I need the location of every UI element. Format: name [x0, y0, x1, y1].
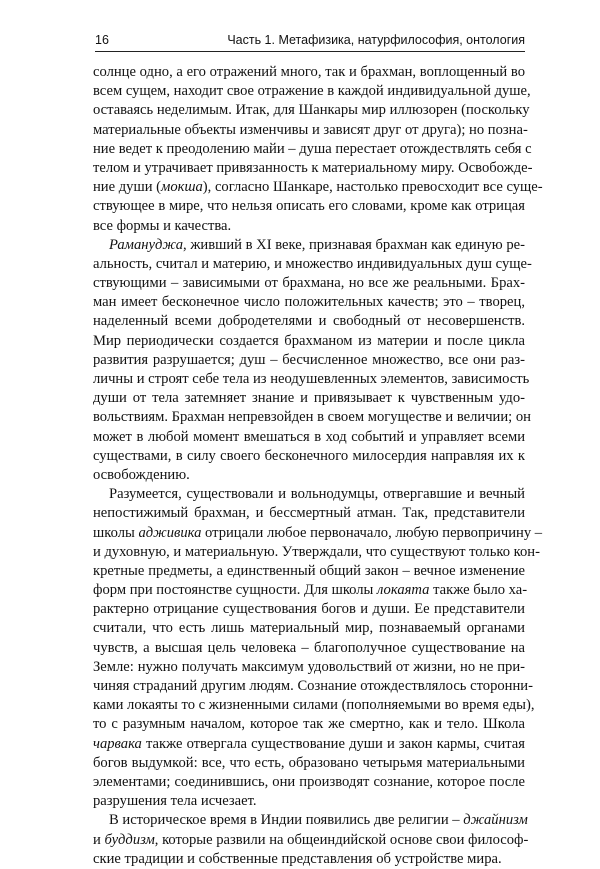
text-line	[93, 619, 525, 638]
text-run: вольствиям. Брахман непревзойден в своем могуществе и величии; он	[93, 409, 531, 426]
text-run: и духовную, и материальную. Утверждали, что существуют только кон-	[93, 543, 540, 560]
text-line	[93, 773, 525, 792]
text-run: ские традиции и собственные представления об устройстве мира.	[93, 850, 502, 867]
text-line	[93, 600, 525, 619]
text-run: солнце одно, а его отражений много, так и брахман, воплощенный во	[93, 64, 525, 80]
italic-term: джайнизм	[463, 812, 528, 829]
text-line	[93, 466, 525, 485]
text-line	[93, 159, 533, 178]
running-title: Часть 1. Метафизика, натурфилософия, онтология	[227, 33, 525, 47]
text-line	[93, 811, 528, 830]
text-run: школы	[93, 524, 139, 541]
text-run: ман имеет бесконечное число положительных качеств; это – творец,	[93, 294, 525, 311]
text-run: освобождению.	[93, 466, 190, 483]
text-run: оставаясь неделимым. Итак, для Шанкары мир иллюзорен (поскольку	[93, 102, 530, 119]
text-line	[93, 504, 525, 523]
text-line	[93, 447, 525, 466]
italic-term: локаята	[377, 582, 430, 599]
text-line	[93, 581, 528, 600]
text-line	[93, 850, 525, 869]
text-run: все формы и качества.	[93, 217, 232, 234]
text-run: ками локаяты то с жизненными силами (пополняемыми во время еды),	[93, 697, 535, 714]
text-line	[93, 178, 543, 197]
text-line	[93, 677, 533, 696]
text-run: телом и утрачивает привязанность к материальному миру. Освобожде-	[93, 159, 533, 176]
text-line	[93, 101, 530, 120]
text-line	[93, 82, 531, 101]
text-run: существами, в силу своего бесконечного милосердия направляя их к	[93, 447, 525, 464]
text-run: Мир периодически создается брахманом из материи и после цикла	[93, 332, 525, 349]
text-line	[93, 696, 535, 715]
italic-term: буддизм	[104, 831, 155, 848]
text-line	[93, 121, 528, 140]
text-run: ствующими – зависимыми от брахмана, но все же реальными. Брах-	[93, 275, 525, 292]
text-run: рактерно отрицание существования богов и души. Ее представители	[93, 601, 525, 618]
text-line	[93, 217, 525, 236]
text-line	[93, 274, 525, 293]
text-run: альность, считал и материю, и множество индивидуальных душ суще-	[93, 255, 532, 272]
text-line	[93, 485, 525, 504]
text-line	[93, 236, 525, 255]
text-line	[93, 332, 525, 351]
text-line	[93, 63, 525, 82]
text-line	[93, 831, 529, 850]
text-run: материальные объекты изменчивы и зависят друг от друга); но позна-	[93, 121, 528, 138]
text-run: чиняя страданий другим людям. Сознание отождествлялось сторонни-	[93, 678, 533, 694]
text-line	[93, 293, 525, 312]
text-run: также отвергала существование души и закон кармы, считая	[141, 735, 525, 752]
text-line	[93, 370, 530, 389]
text-line	[93, 197, 525, 216]
text-line	[93, 562, 525, 581]
text-line	[93, 255, 532, 274]
text-run: личны и строят себе тела из неодушевленных элементов, зависимость	[93, 371, 530, 387]
text-line	[93, 658, 525, 677]
text-run: отрицали любое первоначало, любую первопричину –	[201, 524, 543, 541]
italic-term: мокша	[161, 179, 203, 196]
text-line	[93, 428, 525, 447]
text-run: , живший в XI веке, признавая брахман как единую ре-	[183, 236, 525, 253]
text-run: , которые развили на общеиндийской основе свои философ-	[154, 831, 529, 848]
text-line	[93, 140, 532, 159]
text-run: и	[93, 831, 105, 848]
text-run: ствующее в мире, что нельзя описать его словами, кроме как отрицая	[93, 198, 525, 215]
text-run: всем сущем, находит свое отражение в каждой индивидуальной душе,	[93, 83, 531, 100]
text-run: кретные предметы, а единственный общий закон – вечное изменение	[93, 562, 525, 579]
text-run: Земле: нужно получать максимум удовольствий от жизни, но не при-	[93, 658, 525, 675]
italic-term: Рамануджа	[109, 236, 184, 253]
text-run: элементами; соединившись, они производят сознание, которое после	[93, 773, 525, 790]
text-line	[93, 639, 525, 658]
text-run: разрушения тела исчезает.	[93, 793, 257, 810]
text-run: ние души (	[93, 179, 162, 196]
text-run: наделенный всеми добродетелями и свободный от несовершенств.	[93, 313, 525, 330]
italic-term: чарвака	[93, 735, 142, 752]
text-run: то с разумным началом, которое так же смертно, как и тело. Школа	[93, 716, 525, 733]
text-run: чувств, а высшая цель человека – благополучное существование на	[93, 639, 525, 656]
body-text	[93, 63, 543, 869]
text-line	[93, 735, 525, 754]
page-number: 16	[95, 33, 109, 47]
text-line	[93, 524, 543, 543]
text-line	[93, 408, 531, 427]
text-run: богов выдумкой: все, что есть, образовано четырьмя материальными	[93, 754, 525, 771]
text-line	[93, 715, 525, 734]
text-run: форм при постоянстве сущности. Для школы	[93, 582, 378, 599]
running-header	[95, 33, 525, 52]
text-line	[93, 754, 525, 773]
text-line	[93, 351, 525, 370]
text-run: также было ха-	[429, 582, 528, 599]
text-run: ), согласно Шанкаре, настолько превосходит все суще-	[202, 179, 543, 196]
text-line	[93, 389, 525, 408]
text-run: развития разрушается; душ – бесчисленное множество, все они раз-	[93, 351, 525, 368]
text-run: Разумеется, существовали и вольнодумцы, отвергавшие и вечный	[109, 486, 525, 503]
italic-term: адживика	[138, 524, 202, 541]
text-run: может в любой момент вмешаться в ход событий и управляет всеми	[93, 428, 525, 445]
text-run: ние ведет к преодолению майи – душа перестает отождествлять себя с	[93, 140, 532, 157]
text-line	[93, 792, 525, 811]
text-run: считали, что есть лишь материальный мир, познаваемый органами	[93, 620, 525, 637]
text-line	[93, 543, 540, 562]
text-run: В историческое время в Индии появились две религии –	[109, 812, 464, 829]
text-line	[93, 312, 525, 331]
text-run: непостижимый брахман, и бессмертный атман. Так, представители	[93, 505, 525, 522]
text-run: души от тела затемняет знание и привязывает к чувственным удо-	[93, 390, 525, 407]
